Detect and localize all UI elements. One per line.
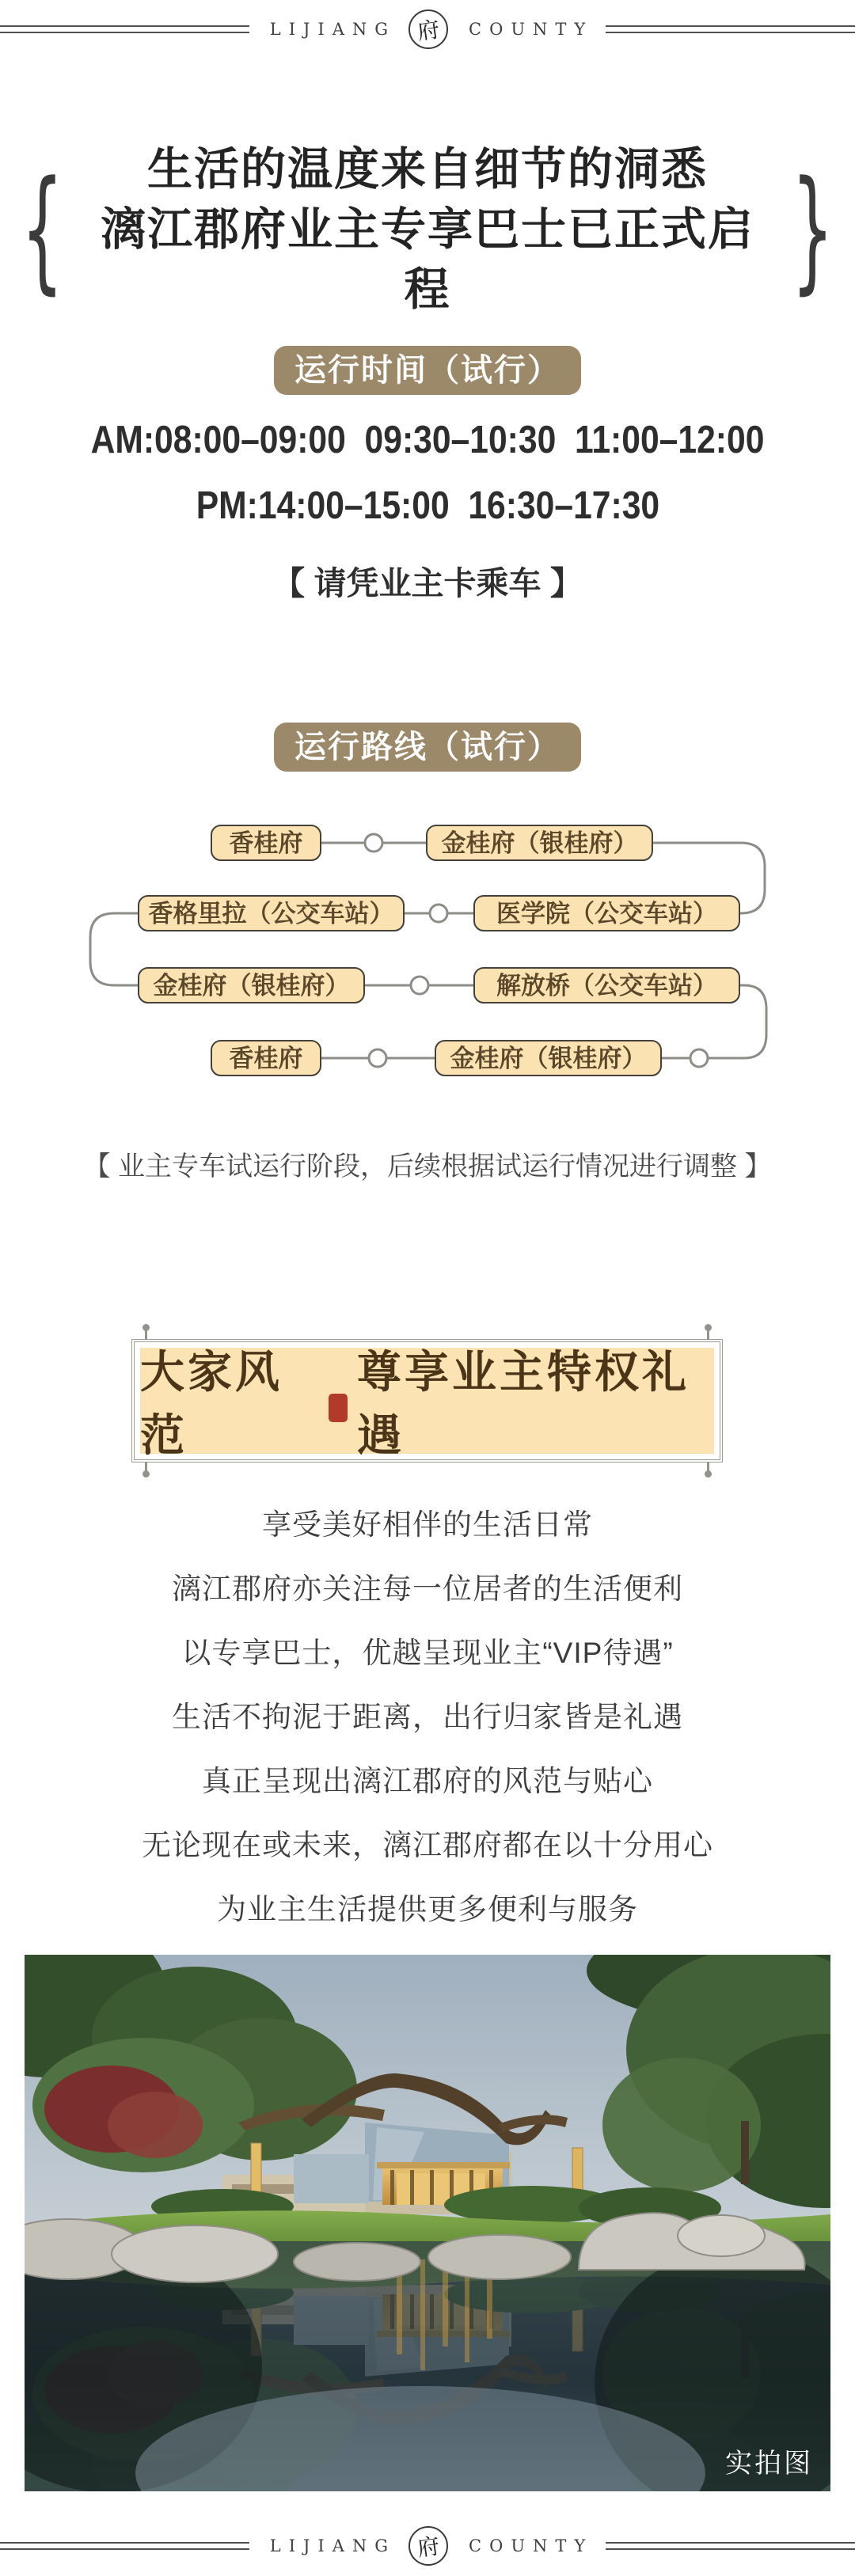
brand-logo-glyph: 府 — [416, 2532, 442, 2562]
brace-left-icon: { — [21, 152, 64, 307]
stop-jingui-3: 金桂府（银桂府） — [435, 1040, 662, 1076]
stop-dot — [690, 1049, 708, 1067]
banner-text-right: 尊享业主特权礼遇 — [356, 1346, 690, 1462]
body-line: 为业主生活提供更多便利与服务 — [217, 1893, 638, 1925]
clubhouse-photo — [25, 1955, 830, 2491]
stop-yixueyuan: 医学院（公交车站） — [473, 895, 740, 931]
banner-pin-icon — [145, 1330, 147, 1340]
brand-word-lijiang: LIJIANG — [269, 2536, 397, 2555]
banner-pin-icon — [707, 1330, 709, 1340]
seal-icon — [329, 1394, 348, 1422]
footer-brandbar — [0, 2526, 855, 2566]
connector-row2-to-row3 — [90, 913, 138, 985]
header-brandbar — [0, 9, 855, 49]
banner-frame — [134, 1341, 720, 1460]
body-copy — [0, 1510, 855, 1959]
banner-pin-icon — [145, 1462, 147, 1472]
footer-divider-right — [606, 2542, 855, 2550]
stop-dot — [369, 1049, 386, 1067]
route-badge: 运行路线（试行） — [274, 723, 581, 772]
stop-xianggelila: 香格里拉（公交车站） — [138, 895, 405, 931]
stop-dot — [365, 834, 382, 852]
stop-xianggui-2: 香桂府 — [211, 1040, 321, 1076]
body-line: 以专享巴士，优越呈现业主“VIP待遇” — [181, 1637, 674, 1669]
banner-fill — [140, 1346, 714, 1462]
schedule-badge: 运行时间（试行） — [274, 346, 581, 395]
body-line: 享受美好相伴的生活日常 — [262, 1508, 593, 1541]
brand-word-county: COUNTY — [469, 2536, 594, 2555]
banner-pin-icon — [707, 1462, 709, 1472]
photo-caption: 实拍图 — [725, 2449, 813, 2479]
owner-card-note: 【 请凭业主卡乘车 】 — [272, 565, 583, 601]
page-title — [89, 139, 766, 320]
page-title-line1: 生活的温度来自细节的洞悉 — [147, 144, 708, 195]
route-diagram — [0, 807, 855, 1100]
page-title-line2: 漓江郡府业主专享巴士已正式启程 — [101, 204, 754, 315]
brace-right-icon: } — [791, 152, 834, 307]
photo-illustration — [25, 1955, 830, 2491]
stop-dot — [430, 905, 447, 922]
body-line: 无论现在或未来，漓江郡府都在以十分用心 — [142, 1829, 713, 1861]
stop-jiefangqiao: 解放桥（公交车站） — [473, 967, 740, 1003]
brand-word-lijiang: LIJIANG — [269, 20, 397, 39]
stop-jingui-2: 金桂府（银桂府） — [138, 967, 365, 1003]
route-adjust-note: 【 业主专车试运行阶段，后续根据试运行情况进行调整 】 — [83, 1151, 772, 1182]
footer-divider-left — [0, 2542, 249, 2550]
privilege-banner — [131, 1339, 723, 1463]
header-divider-left — [0, 25, 249, 33]
brand-logo-icon — [408, 2526, 448, 2566]
schedule-pm-times: PM:14:00–15:00 16:30–17:30 — [196, 484, 659, 527]
stop-jingui-1: 金桂府（银桂府） — [426, 825, 653, 861]
banner-text-left: 大家风范 — [140, 1346, 283, 1462]
header-divider-right — [606, 25, 855, 33]
title-block — [0, 139, 855, 320]
brand-logo-icon — [408, 9, 448, 49]
brand-word-county: COUNTY — [469, 20, 594, 39]
brand-logo-glyph: 府 — [416, 16, 442, 45]
body-line: 漓江郡府亦关注每一位居者的生活便利 — [172, 1573, 683, 1605]
schedule-am-times: AM:08:00–09:00 09:30–10:30 11:00–12:00 — [90, 419, 765, 461]
stop-dot — [411, 977, 428, 994]
body-line: 生活不拘泥于距离，出行归家皆是礼遇 — [172, 1701, 683, 1733]
stop-xianggui-1: 香桂府 — [211, 825, 321, 861]
body-line: 真正呈现出漓江郡府的风范与贴心 — [202, 1765, 653, 1797]
